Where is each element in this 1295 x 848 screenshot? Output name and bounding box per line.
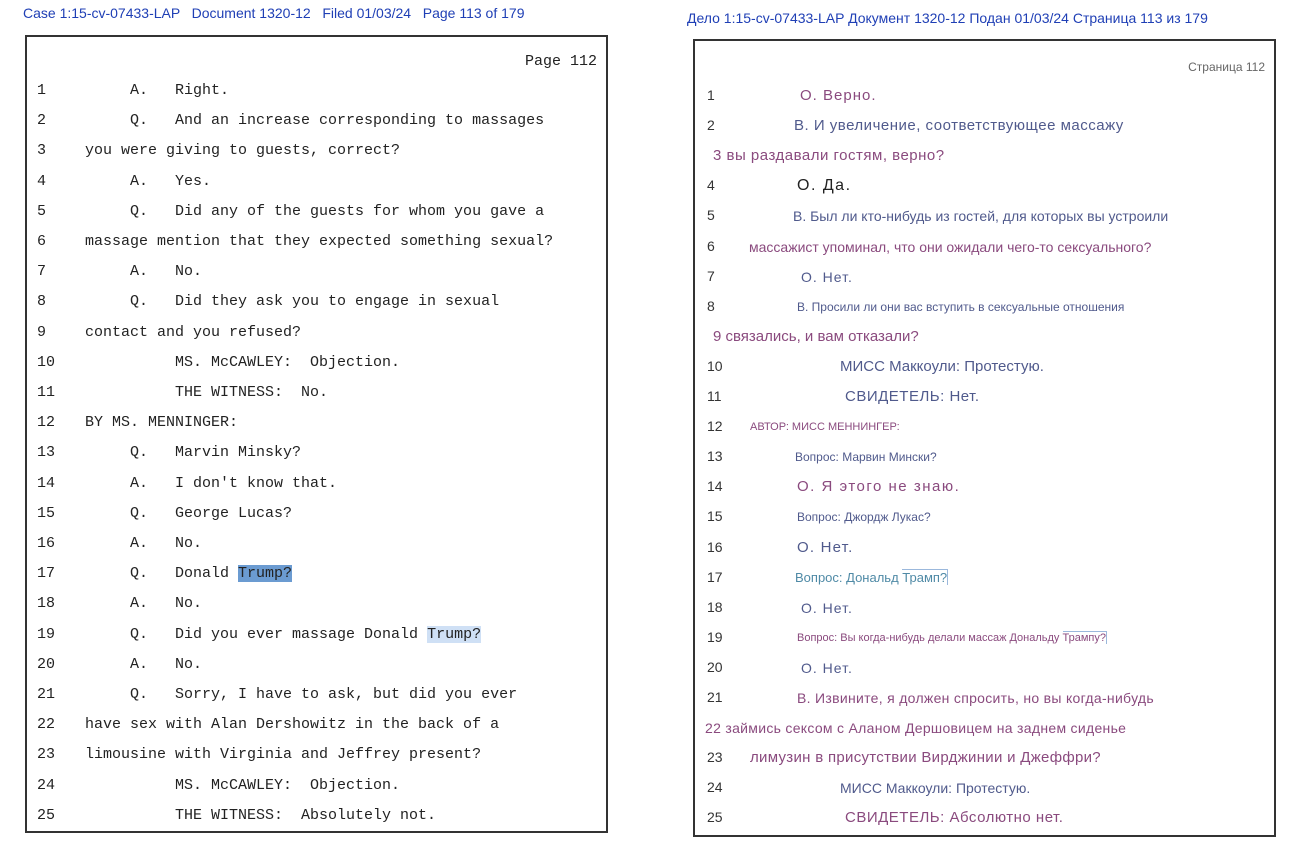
line-text: 22 займись сексом с Аланом Дершовицем на заднем сиденье <box>705 720 1127 737</box>
transcript-line <box>85 807 436 825</box>
line-text: В. Просили ли они вас вступить в сексуальные отношения <box>797 299 1125 314</box>
line-number: 4 <box>707 177 715 194</box>
line-number: 19 <box>707 628 723 645</box>
line-number: 25 <box>37 806 56 824</box>
line-number: 18 <box>37 595 56 613</box>
translated-line <box>797 477 960 497</box>
line-number: 19 <box>37 625 56 643</box>
line-number: 12 <box>37 414 56 432</box>
transcript-line <box>85 475 337 493</box>
translated-line <box>749 237 1151 257</box>
line-text: 3 вы раздавали гостям, верно? <box>713 147 945 165</box>
line-number: 7 <box>707 267 715 284</box>
transcript-line <box>85 414 238 432</box>
line-text: Q. Did any of the guests for whom you gave a <box>85 202 545 220</box>
line-text: A. Yes. <box>85 172 212 190</box>
line-text: A. No. <box>85 535 203 552</box>
line-text: В. Был ли кто-нибудь из гостей, для которых вы устроили <box>793 208 1169 225</box>
transcript-line <box>85 656 202 674</box>
line-number: 21 <box>707 689 723 705</box>
line-text: A. No. <box>85 595 203 613</box>
transcript-line <box>85 112 544 130</box>
translated-line <box>800 86 877 106</box>
line-number: 10 <box>37 353 56 371</box>
transcript-line <box>85 293 499 311</box>
transcript-line <box>85 203 544 221</box>
line-number: 6 <box>37 233 47 250</box>
line-text: СВИДЕТЕЛЬ: Абсолютно нет. <box>845 809 1064 827</box>
line-text: Вопрос: Марвин Мински? <box>795 450 937 465</box>
line-text: В. И увеличение, соответствующее массажу <box>794 117 1124 135</box>
transcript-line <box>85 535 202 553</box>
translated-line <box>797 628 1107 648</box>
line-text: THE WITNESS: No. <box>85 384 329 401</box>
transcript-line <box>85 716 499 734</box>
line-text: МИСС Маккоули: Протестую. <box>840 780 1031 797</box>
line-text: АВТОР: МИСС МЕННИНГЕР: <box>750 421 900 434</box>
line-text: массажист упоминал, что они ожидали чего-то сексуального? <box>749 238 1152 255</box>
translated-line <box>793 206 1168 226</box>
transcript-line <box>85 354 400 372</box>
line-text: Q. Sorry, I have to ask, but did you ever <box>85 686 518 703</box>
line-number: 6 <box>707 237 715 254</box>
line-number: 11 <box>707 388 722 404</box>
transcript-page-english <box>25 35 608 833</box>
page-number-russian: Страница 112 <box>1188 60 1265 74</box>
line-number: 5 <box>707 207 715 224</box>
line-number: 8 <box>37 293 47 311</box>
translated-line <box>797 688 1154 708</box>
line-number: 25 <box>707 809 723 826</box>
transcript-line <box>85 444 301 462</box>
line-number: 1 <box>707 87 715 103</box>
search-highlight: Trump? <box>427 625 482 643</box>
line-number: 16 <box>707 538 723 555</box>
translated-line <box>795 568 948 588</box>
case-header-english: Case 1:15-cv-07433-LAP Document 1320-12 Filed 01/03/24 Page 113 of 179 <box>23 5 525 21</box>
translated-line <box>795 447 937 467</box>
line-number: 16 <box>37 535 56 552</box>
translated-line <box>794 116 1124 136</box>
line-number: 20 <box>37 655 56 673</box>
line-text: MS. McCAWLEY: Objection. <box>85 776 401 794</box>
line-text: limousine with Virginia and Jeffrey present? <box>85 746 482 764</box>
translated-line <box>750 417 900 437</box>
line-text: Q. Marvin Minsky? <box>85 444 302 462</box>
line-number: 15 <box>37 504 56 522</box>
line-number: 13 <box>37 444 56 462</box>
translated-line <box>801 267 853 287</box>
line-text: MS. McCAWLEY: Objection. <box>85 353 401 371</box>
transcript-line <box>85 142 400 160</box>
transcript-line <box>85 233 553 251</box>
transcript-page-russian <box>693 39 1276 837</box>
transcript-line <box>85 777 400 795</box>
line-text: Q. Donald <box>85 565 239 583</box>
line-text: Q. George Lucas? <box>85 504 293 522</box>
line-number: 18 <box>707 598 723 615</box>
translated-line <box>750 748 1101 768</box>
line-text: Q. And an increase corresponding to massages <box>85 112 545 130</box>
line-text: О. Нет. <box>797 538 854 556</box>
translated-line <box>713 146 945 166</box>
line-text: BY MS. MENNINGER: <box>85 414 239 432</box>
translated-line <box>797 507 931 527</box>
line-text: you were giving to guests, correct? <box>85 142 401 160</box>
line-text: massage mention that they expected something sexual? <box>85 233 554 250</box>
line-number: 21 <box>37 686 56 703</box>
transcript-line <box>85 384 328 402</box>
line-text: СВИДЕТЕЛЬ: Нет. <box>845 388 980 405</box>
transcript-line <box>85 82 229 100</box>
line-number: 20 <box>707 658 723 675</box>
search-highlight: Трамп? <box>902 569 948 585</box>
translated-line <box>797 297 1124 317</box>
line-number: 24 <box>707 779 723 796</box>
line-text: лимузин в присутствии Вирджинии и Джеффри? <box>750 749 1101 767</box>
page-number-english: Page 112 <box>524 53 597 70</box>
line-text: О. Нет. <box>801 268 853 285</box>
line-number: 23 <box>37 746 56 764</box>
line-text: Вопрос: Джордж Лукас? <box>797 510 931 525</box>
line-number: 2 <box>37 112 47 130</box>
translated-line <box>845 387 980 407</box>
line-text: THE WITNESS: Absolutely not. <box>85 806 437 824</box>
line-text: О. Нет. <box>801 599 853 616</box>
line-number: 3 <box>37 142 47 160</box>
line-text: A. Right. <box>85 82 230 99</box>
line-number: 7 <box>37 263 47 281</box>
transcript-line <box>85 324 301 342</box>
line-text: О. Я этого не знаю. <box>797 478 961 496</box>
line-text: A. I don't know that. <box>85 474 338 492</box>
line-number: 8 <box>707 297 715 314</box>
line-number: 14 <box>707 478 723 495</box>
line-number: 17 <box>707 568 723 585</box>
line-number: 10 <box>707 357 723 374</box>
transcript-line <box>85 686 517 704</box>
line-text: Q. Did you ever massage Donald <box>85 625 428 643</box>
line-number: 13 <box>707 448 723 465</box>
transcript-line <box>85 595 202 613</box>
translated-line <box>797 538 853 558</box>
case-header-russian: Дело 1:15-cv-07433-LAP Документ 1320-12 Подан 01/03/24 Страница 113 из 179 <box>687 10 1208 26</box>
translated-line <box>801 658 853 678</box>
line-text: contact and you refused? <box>85 323 302 341</box>
transcript-line <box>85 263 202 281</box>
line-text: 9 связались, и вам отказали? <box>713 327 919 345</box>
transcript-line <box>85 173 211 191</box>
line-text: О. Нет. <box>801 659 853 676</box>
line-number: 5 <box>37 202 47 220</box>
line-text: О. Верно. <box>800 87 877 104</box>
line-number: 9 <box>37 323 47 341</box>
translated-line <box>713 327 919 347</box>
search-highlight: Trump? <box>238 565 293 583</box>
transcript-line <box>85 626 481 644</box>
line-number: 24 <box>37 776 56 794</box>
line-text: Вопрос: Вы когда-нибудь делали массаж Дональду <box>797 631 1063 644</box>
line-text: МИСС Маккоули: Протестую. <box>840 357 1044 375</box>
line-number: 4 <box>37 172 47 190</box>
line-number: 14 <box>37 474 56 492</box>
transcript-line <box>85 505 292 523</box>
line-text: Q. Did they ask you to engage in sexual <box>85 293 500 311</box>
line-text: В. Извините, я должен спросить, но вы когда-нибудь <box>797 690 1154 706</box>
line-text: Вопрос: Дональд <box>795 569 903 585</box>
line-number: 1 <box>37 82 47 99</box>
line-text: О. Да. <box>797 177 852 195</box>
line-number: 11 <box>37 384 56 401</box>
transcript-line <box>85 565 292 583</box>
line-number: 15 <box>707 508 723 525</box>
search-highlight: Трампу? <box>1062 631 1106 644</box>
translated-line <box>840 778 1030 798</box>
line-text: have sex with Alan Dershowitz in the back of a <box>85 716 500 734</box>
translated-line <box>801 598 853 618</box>
translated-line <box>845 808 1063 828</box>
line-number: 12 <box>707 418 723 435</box>
line-number: 22 <box>37 716 56 734</box>
line-number: 2 <box>707 117 715 134</box>
line-text: A. No. <box>85 263 203 281</box>
translated-line <box>797 176 852 196</box>
line-number: 17 <box>37 565 56 583</box>
translated-line <box>840 357 1044 377</box>
line-number: 23 <box>707 749 723 766</box>
line-text: A. No. <box>85 655 203 673</box>
translated-line <box>705 718 1126 738</box>
transcript-line <box>85 746 481 764</box>
